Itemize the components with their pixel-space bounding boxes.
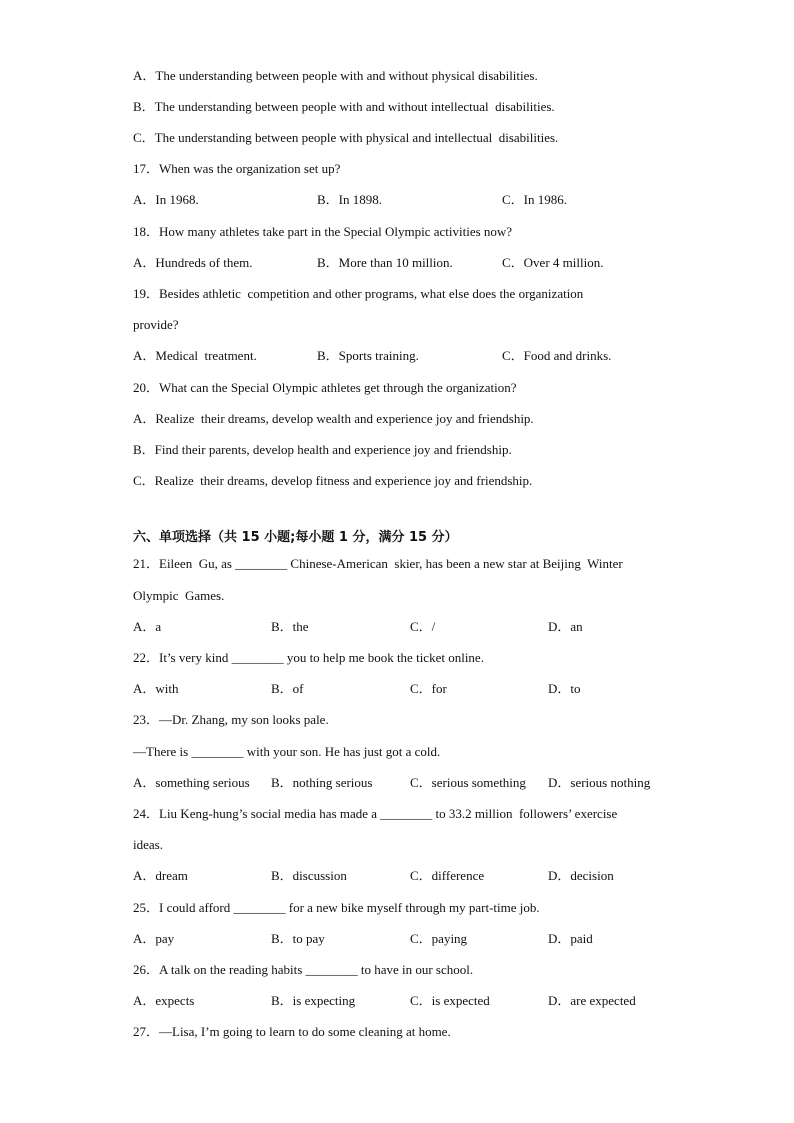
q16-option-a: A．The understanding between people with and without physical disabilities.	[133, 68, 538, 83]
q17-question: 17．When was the organization set up?	[133, 161, 341, 176]
q19-option-b: B．Sports training.	[317, 348, 419, 363]
q21-option-a: A．a	[133, 619, 162, 634]
q20-question: 20．What can the Special Olympic athletes get through the organization?	[133, 380, 517, 395]
q26-option-a: A．expects	[133, 993, 195, 1008]
q18-option-b: B．More than 10 million.	[317, 255, 453, 270]
q26-option-c: C．is expected	[410, 993, 490, 1008]
q18-option-a: A．Hundreds of them.	[133, 255, 253, 270]
q23-option-b: B．nothing serious	[271, 775, 373, 790]
q22-question: 22．It’s very kind ________ you to help me book the ticket online.	[133, 650, 484, 665]
q24-option-c: C．difference	[410, 868, 485, 883]
q20-option-b: B．Find their parents, develop health and experience joy and friendship.	[133, 442, 512, 457]
q17-option-b: B．In 1898.	[317, 192, 383, 207]
q22-option-c: C．for	[410, 681, 447, 696]
q23-question-line1: 23．—Dr. Zhang, my son looks pale.	[133, 712, 329, 727]
q19-option-c: C．Food and drinks.	[502, 348, 612, 363]
q21-question-line1: 21．Eileen Gu, as ________ Chinese-American skier, has been a new star at Beijing Winter	[133, 556, 623, 571]
q24-option-a: A．dream	[133, 868, 188, 883]
q23-option-d: D．serious nothing	[548, 775, 651, 790]
q19-option-a: A．Medical treatment.	[133, 348, 257, 363]
section-6-title: 六、单项选择（共 15 小题;每小题 1 分，满分 15 分）	[133, 530, 458, 545]
q20-option-c: C．Realize their dreams, develop fitness and experience joy and friendship.	[133, 473, 533, 488]
q17-option-c: C．In 1986.	[502, 192, 568, 207]
q25-option-d: D．paid	[548, 931, 593, 946]
q22-option-a: A．with	[133, 681, 179, 696]
q24-option-d: D．decision	[548, 868, 614, 883]
q24-question-line2: ideas.	[133, 837, 163, 852]
q25-option-a: A．pay	[133, 931, 175, 946]
q16-option-b: B．The understanding between people with and without intellectual disabilities.	[133, 99, 555, 114]
q19-question-line1: 19．Besides athletic competition and other programs, what else does the organization	[133, 286, 584, 301]
q25-question: 25．I could afford ________ for a new bike myself through my part-time job.	[133, 900, 540, 915]
q27-question: 27．—Lisa, I’m going to learn to do some cleaning at home.	[133, 1024, 451, 1039]
q24-question-line1: 24．Liu Keng-hung’s social media has made a ________ to 33.2 million followers’ exercise	[133, 806, 618, 821]
q24-option-b: B．discussion	[271, 868, 347, 883]
q21-option-d: D．an	[548, 619, 583, 634]
q23-option-c: C．serious something	[410, 775, 526, 790]
q23-question-line2: —There is ________ with your son. He has just got a cold.	[133, 744, 441, 759]
q21-option-c: C．/	[410, 619, 436, 634]
q21-option-b: B．the	[271, 619, 309, 634]
q18-question: 18．How many athletes take part in the Special Olympic activities now?	[133, 224, 513, 239]
q23-option-a: A．something serious	[133, 775, 250, 790]
q22-option-b: B．of	[271, 681, 304, 696]
q19-question-line2: provide?	[133, 317, 179, 332]
q21-question-line2: Olympic Games.	[133, 588, 225, 603]
q25-option-b: B．to pay	[271, 931, 325, 946]
q26-option-b: B．is expecting	[271, 993, 356, 1008]
q25-option-c: C．paying	[410, 931, 468, 946]
q16-option-c: C．The understanding between people with physical and intellectual disabilities.	[133, 130, 559, 145]
q18-option-c: C．Over 4 million.	[502, 255, 604, 270]
q20-option-a: A．Realize their dreams, develop wealth and experience joy and friendship.	[133, 411, 534, 426]
q22-option-d: D．to	[548, 681, 581, 696]
q26-question: 26．A talk on the reading habits ________ to have in our school.	[133, 962, 474, 977]
q26-option-d: D．are expected	[548, 993, 636, 1008]
q17-option-a: A．In 1968.	[133, 192, 199, 207]
